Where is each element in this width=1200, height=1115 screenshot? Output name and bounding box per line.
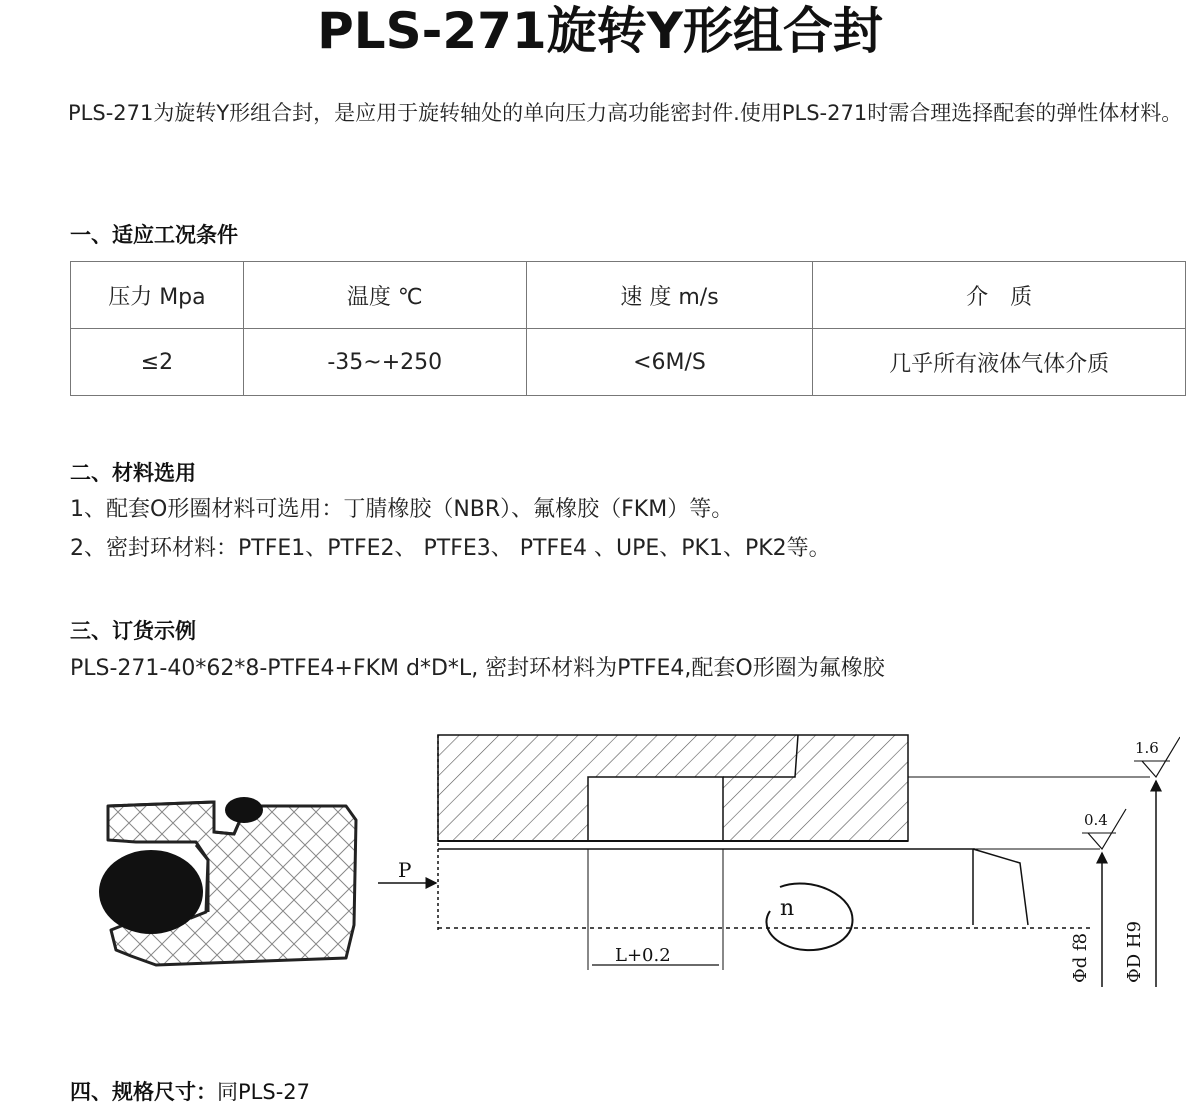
material-line-2: 2、密封环材料：PTFE1、PTFE2、 PTFE3、 PTFE4 、UPE、PK1、PK2等。 (70, 536, 831, 561)
section-heading-order-example: 三、订货示例 (70, 619, 196, 643)
shaft-diameter-label: Φd f8 (1070, 932, 1091, 983)
section-heading-conditions: 一、适应工况条件 (70, 223, 238, 247)
roughness-inner-label: 0.4 (1084, 811, 1108, 829)
cell-temperature: -35~+250 (243, 329, 526, 396)
table-row (71, 329, 1186, 396)
installation-drawing (370, 725, 1180, 995)
section-heading-materials: 二、材料选用 (70, 461, 196, 485)
table-header-row (71, 262, 1186, 329)
header-speed: 速 度 m/s (526, 262, 813, 329)
cell-medium: 几乎所有液体气体介质 (813, 329, 1186, 396)
pressure-label: P (398, 858, 412, 882)
header-temperature: 温度 ℃ (243, 262, 526, 329)
spec-value: 同PLS-27 (217, 1080, 310, 1104)
rotation-label: n (780, 896, 795, 921)
groove (588, 777, 723, 841)
o-ring-shape (99, 850, 203, 934)
material-line-1: 1、配套O形圈材料可选用：丁腈橡胶（NBR）、氟橡胶（FKM）等。 (70, 497, 734, 522)
cell-speed: <6M/S (526, 329, 813, 396)
header-medium: 介 质 (813, 262, 1186, 329)
conditions-table (70, 261, 1186, 396)
seal-cross-section-diagram (96, 790, 366, 970)
bore-diameter-label: ΦD H9 (1124, 920, 1145, 983)
spec-heading-label: 四、规格尺寸： (70, 1080, 217, 1104)
intro-text: PLS-271为旋转Y形组合封，是应用于旋转轴处的单向压力高功能密封件.使用PLS-271时需合理选择配套的弹性体材料。 (68, 101, 1183, 125)
o-ring-top-mark (225, 797, 263, 823)
length-dimension-label: L+0.2 (615, 945, 671, 966)
cell-pressure: ≤2 (71, 329, 244, 396)
roughness-outer-label: 1.6 (1135, 739, 1159, 757)
section-heading-specifications (70, 1076, 310, 1106)
page-title: PLS-271旋转Y形组合封 (317, 2, 883, 60)
header-pressure: 压力 Mpa (71, 262, 244, 329)
order-example-text: PLS-271-40*62*8-PTFE4+FKM d*D*L, 密封环材料为PTFE4,配套O形圈为氟橡胶 (70, 656, 885, 681)
intro-paragraph (12, 94, 1192, 132)
